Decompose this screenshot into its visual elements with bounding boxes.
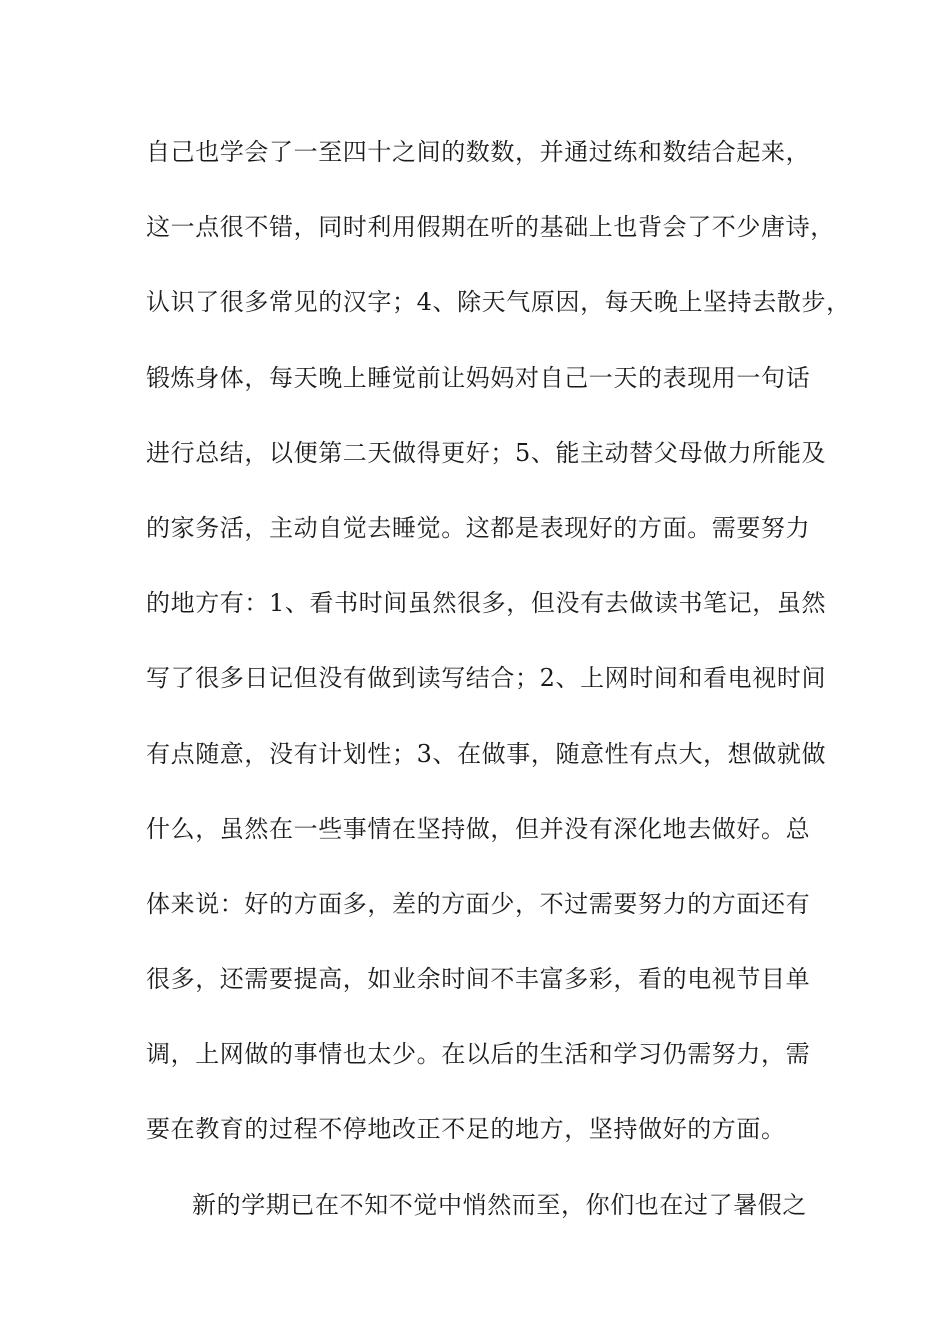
text-line: 体来说：好的方面多，差的方面少，不过需要努力的方面还有 [146,889,811,918]
text-line: 这一点很不错，同时利用假期在听的基础上也背会了不少唐诗， [146,213,835,242]
text-line: 认识了很多常见的汉字；4、除天气原因，每天晚上坚持去散步， [146,288,851,317]
text-line: 的家务活，主动自觉去睡觉。这都是表现好的方面。需要努力 [146,513,811,542]
text-line: 进行总结，以便第二天做得更好；5、能主动替父母做力所能及 [146,438,827,467]
text-line: 什么，虽然在一些事情在坚持做，但并没有深化地去做好。总 [146,814,811,843]
text-line: 要在教育的过程不停地改正不足的地方，坚持做好的方面。 [146,1115,786,1144]
text-line: 有点随意，没有计划性；3、在做事，随意性有点大，想做就做 [146,739,827,768]
paragraph-start-line: 新的学期已在不知不觉中悄然而至，你们也在过了暑假之 [192,1190,807,1219]
text-line: 调，上网做的事情也太少。在以后的生活和学习仍需努力，需 [146,1040,811,1069]
text-line: 写了很多日记但没有做到读写结合；2、上网时间和看电视时间 [146,664,827,693]
body-text [146,131,851,1259]
text-line: 的地方有：1、看书时间虽然很多，但没有去做读书笔记，虽然 [146,589,827,618]
text-line: 很多，还需要提高，如业余时间不丰富多彩，看的电视节目单 [146,965,811,994]
text-line: 锻炼身体，每天晚上睡觉前让妈妈对自己一天的表现用一句话 [146,363,811,392]
text-line: 自己也学会了一至四十之间的数数，并通过练和数结合起来， [146,138,811,166]
